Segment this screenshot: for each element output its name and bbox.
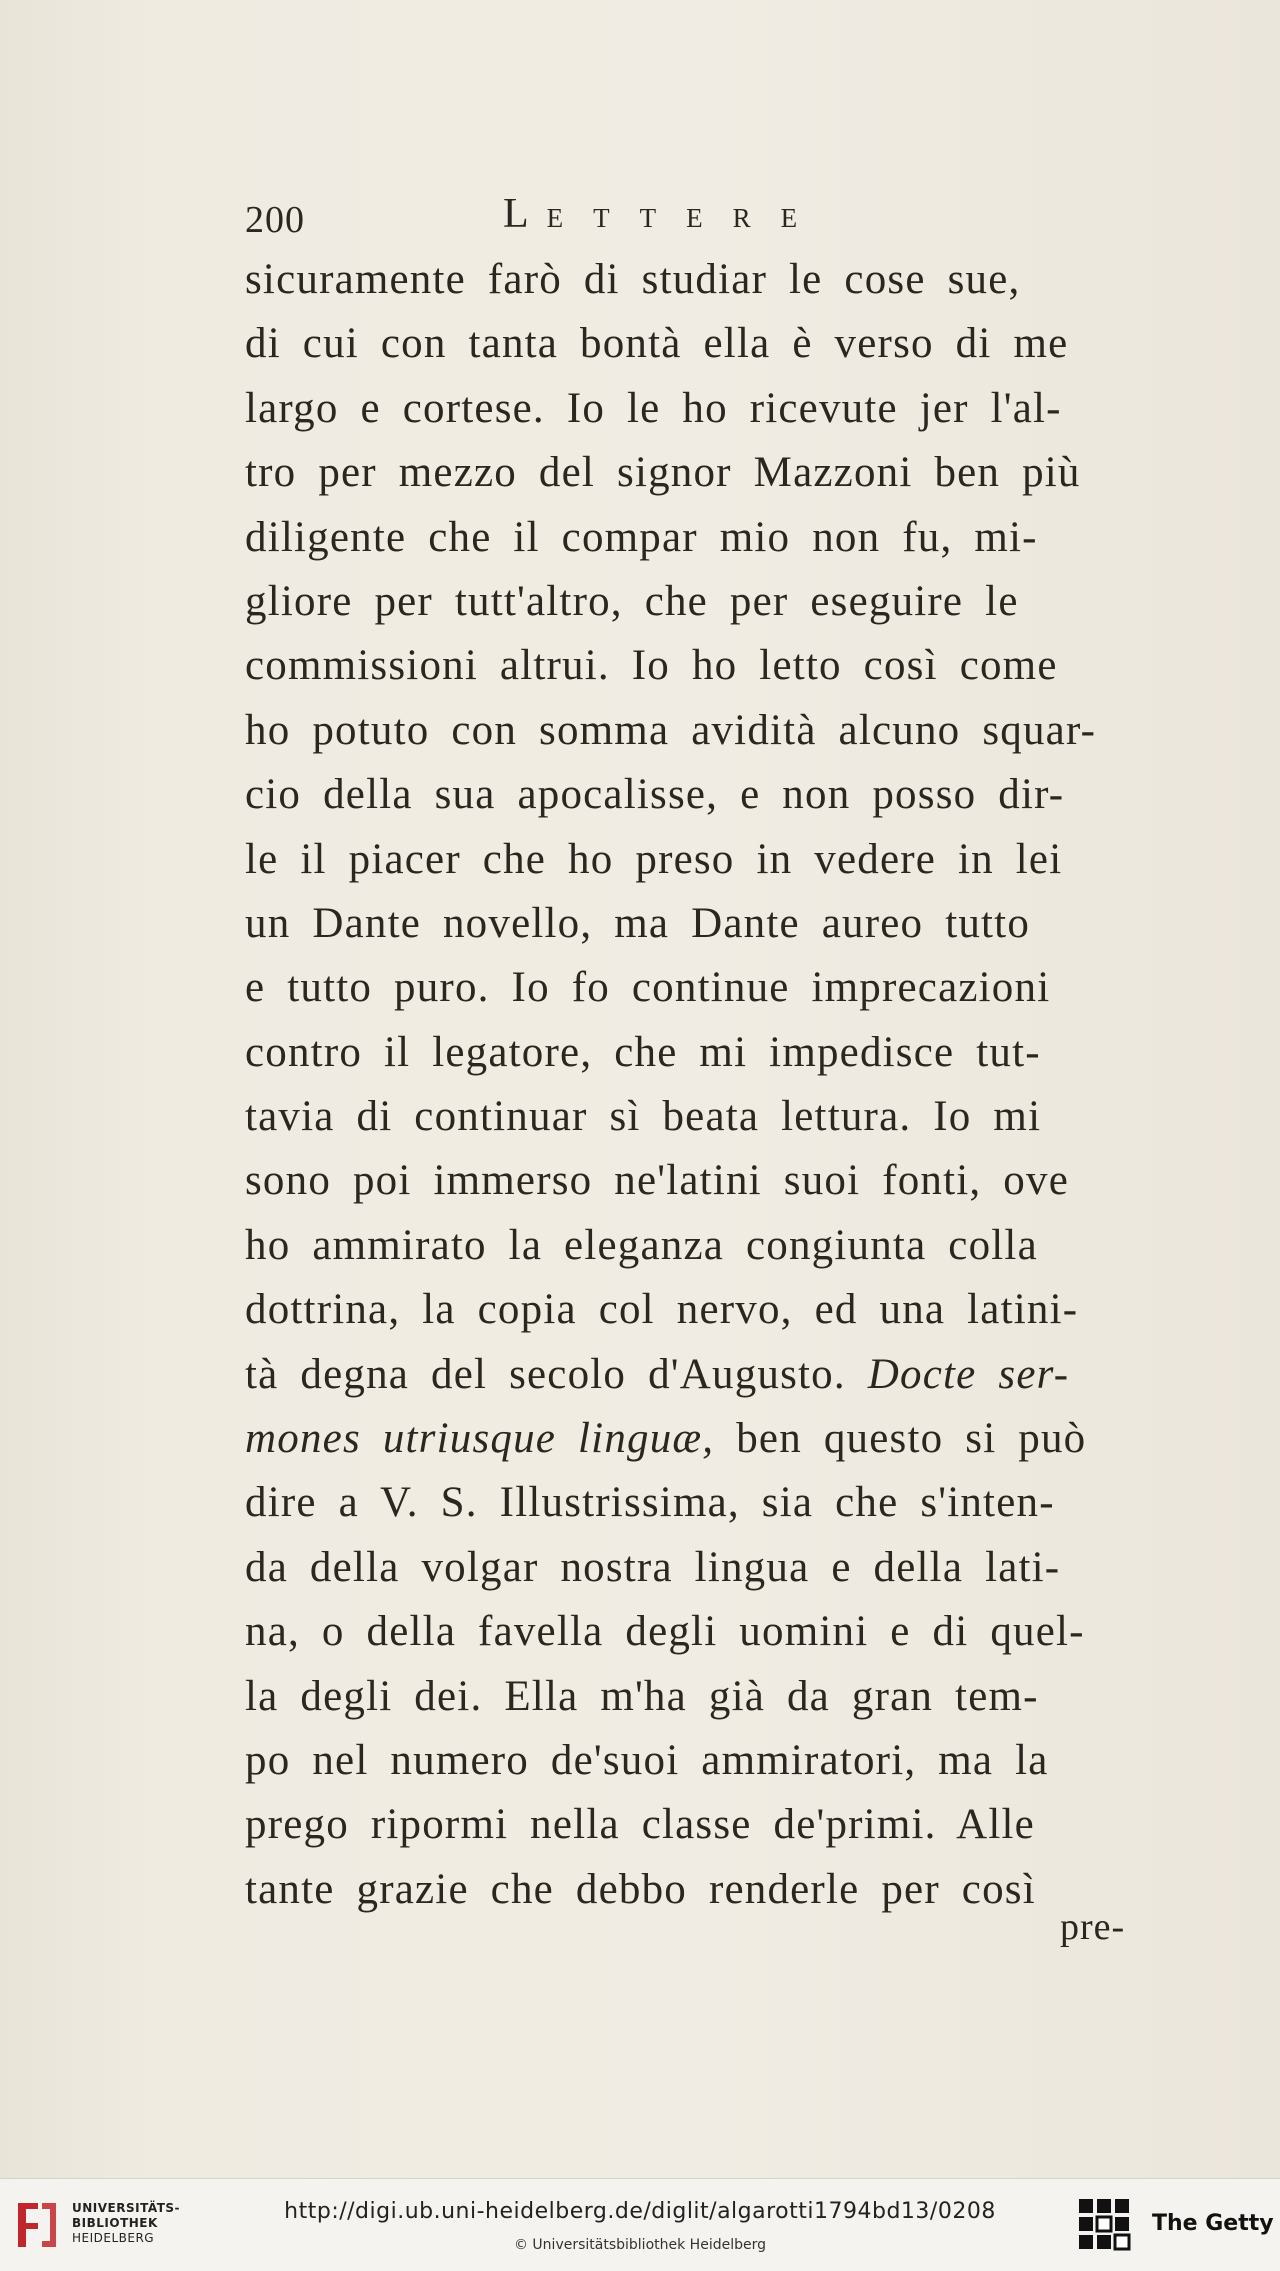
text-line: dire a V. S. Illustrissima, sia che s'inten-	[245, 1479, 1055, 1527]
text-line: contro il legatore, che mi impedisce tut-	[245, 1028, 1041, 1076]
text-line	[245, 1407, 1205, 1471]
text-line: gliore per tutt'altro, che per eseguire le	[245, 577, 1019, 625]
text-line: di cui con tanta bontà ella è verso di me	[245, 320, 1069, 368]
text-line: commissioni altrui. Io ho letto così come	[245, 642, 1058, 690]
running-head-rest: ETTERE	[546, 203, 828, 233]
page-number: 200	[245, 199, 305, 241]
copyright-notice: © Universitätsbibliothek Heidelberg	[513, 2237, 766, 2253]
institution-line: UNIVERSITÄTS-	[72, 2201, 181, 2215]
text-line: tavia di continuar sì beata lettura. Io mi	[245, 1093, 1042, 1141]
running-head	[503, 190, 827, 238]
text-line: po nel numero de'suoi ammiratori, ma la	[245, 1736, 1049, 1784]
text-line: e tutto puro. Io fo continue imprecazioni	[245, 964, 1051, 1012]
text-line: la degli dei. Ella m'ha già da gran tem-	[245, 1672, 1039, 1720]
text-line: dottrina, la copia col nervo, ed una latini-	[245, 1286, 1079, 1334]
text-line: le il piacer che ho preso in vedere in lei	[245, 835, 1063, 883]
footer-bar	[0, 2178, 1280, 2271]
text-span: tà degna del secolo d'Augusto.	[245, 1350, 846, 1398]
text-line: largo e cortese. Io le ho ricevute jer l'al-	[245, 384, 1062, 432]
institution-line: BIBLIOTHEK	[72, 2216, 158, 2230]
text-line: cio della sua apocalisse, e non posso dir-	[245, 771, 1065, 819]
catchword: pre-	[1060, 1906, 1126, 1948]
text-line: un Dante novello, ma Dante aureo tutto	[245, 899, 1031, 947]
italic-phrase: Docte ser-	[867, 1350, 1070, 1398]
getty-label: The Getty	[1152, 2211, 1274, 2236]
text-line	[245, 1343, 1205, 1407]
text-span: ben questo si può	[736, 1415, 1087, 1463]
text-line: ho potuto con somma avidità alcuno squar-	[245, 706, 1097, 754]
text-line: sono poi immerso ne'latini suoi fonti, ove	[245, 1157, 1069, 1205]
body-text	[245, 248, 1205, 1922]
text-line: sicuramente farò di studiar le cose sue,	[245, 256, 1021, 303]
getty-logo-icon	[1075, 2193, 1135, 2257]
permalink-url[interactable]: http://digi.ub.uni-heidelberg.de/diglit/algarotti1794bd13/0208	[284, 2199, 996, 2224]
text-line: na, o della favella degli uomini e di quel-	[245, 1608, 1085, 1656]
text-line: ho ammirato la eleganza congiunta colla	[245, 1221, 1038, 1269]
text-line: prego ripormi nella classe de'primi. Alle	[245, 1801, 1035, 1849]
text-line: tante grazie che debbo renderle per così	[245, 1865, 1036, 1913]
text-line: tro per mezzo del signor Mazzoni ben più	[245, 449, 1081, 497]
running-head-initial: L	[503, 191, 547, 237]
institution-line: HEIDELBERG	[72, 2231, 155, 2245]
text-line: da della volgar nostra lingua e della lati-	[245, 1543, 1061, 1591]
text-line: diligente che il compar mio non fu, mi-	[245, 513, 1038, 561]
italic-phrase: mones utriusque linguæ,	[245, 1415, 715, 1463]
page-header	[245, 191, 945, 246]
